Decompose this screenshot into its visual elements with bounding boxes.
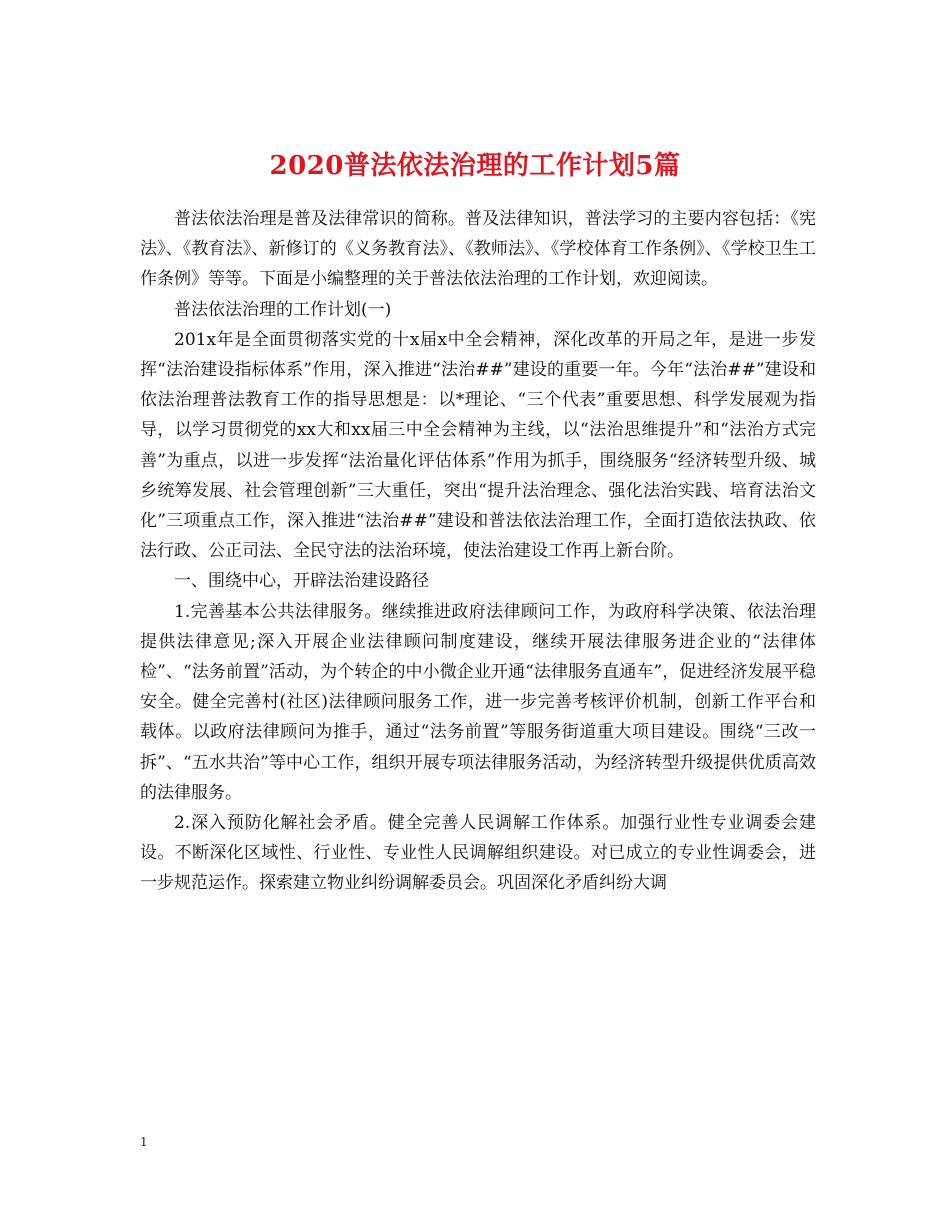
document-body: [140, 204, 816, 899]
page-number: 1: [140, 1135, 148, 1149]
intro-paragraph: 普法依法治理是普及法律常识的简称。普及法律知识，普法学习的主要内容包括：《宪法》、《教育法》、新修订的《义务教育法》、《教师法》、《学校体育工作条例》、《学校卫生工作条例》等等。下面是小编整理的关于普法依法治理的工作计划，欢迎阅读。: [140, 209, 816, 290]
guiding-ideology-paragraph: 201x年是全面贯彻落实党的十x届x中全会精神，深化改革的开局之年，是进一步发挥“法治建设指标体系”作用，深入推进“法治##”建设的重要一年。今年“法治##”建设和依法治理普法教育工作的指导思想是：以*理论、“三个代表”重要思想、科学发展观为指导，以学习贯彻党的xx大和xx届三中全会精神为主线，以“法治思维提升”和“法治方式完善”为重点，以进一步发挥“法治量化评估体系”作用为抓手，围绕服务“经济转型升级、城乡统筹发展、社会管理创新”三大重任，突出“提升法治理念、强化法治实践、培育法治文化”三项重点工作，深入推进“法治##”建设和普法依法治理工作，全面打造依法执政、依法行政、公正司法、全民守法的法治环境，使法治建设工作再上新台阶。: [140, 329, 816, 562]
section-heading: 一、围绕中心，开辟法治建设路径: [174, 571, 429, 592]
page-title: 2020普法依法治理的工作计划5篇: [269, 151, 681, 182]
plan-heading: 普法依法治理的工作计划(一): [174, 299, 392, 320]
item-2-paragraph: 2.深入预防化解社会矛盾。健全完善人民调解工作体系。加强行业性专业调委会建设。不断深化区域性、行业性、专业性人民调解组织建设。对已成立的专业性调委会，进一步规范运作。探索建立物业纠纷调解委员会。巩固深化矛盾纠纷大调: [140, 813, 816, 894]
item-1-paragraph: 1.完善基本公共法律服务。继续推进政府法律顾问工作，为政府科学决策、依法治理提供法律意见;深入开展企业法律顾问制度建设，继续开展法律服务进企业的“法律体检”、“法务前置”活动，为个转企的中小微企业开通“法律服务直通车”，促进经济发展平稳安全。健全完善村(社区)法律顾问服务工作，进一步完善考核评价机制，创新工作平台和载体。以政府法律顾问为推手，通过“法务前置”等服务街道重大项目建设。围绕“三改一拆”、“五水共治”等中心工作，组织开展专项法律服务活动，为经济转型升级提供优质高效的法律服务。: [140, 601, 816, 803]
